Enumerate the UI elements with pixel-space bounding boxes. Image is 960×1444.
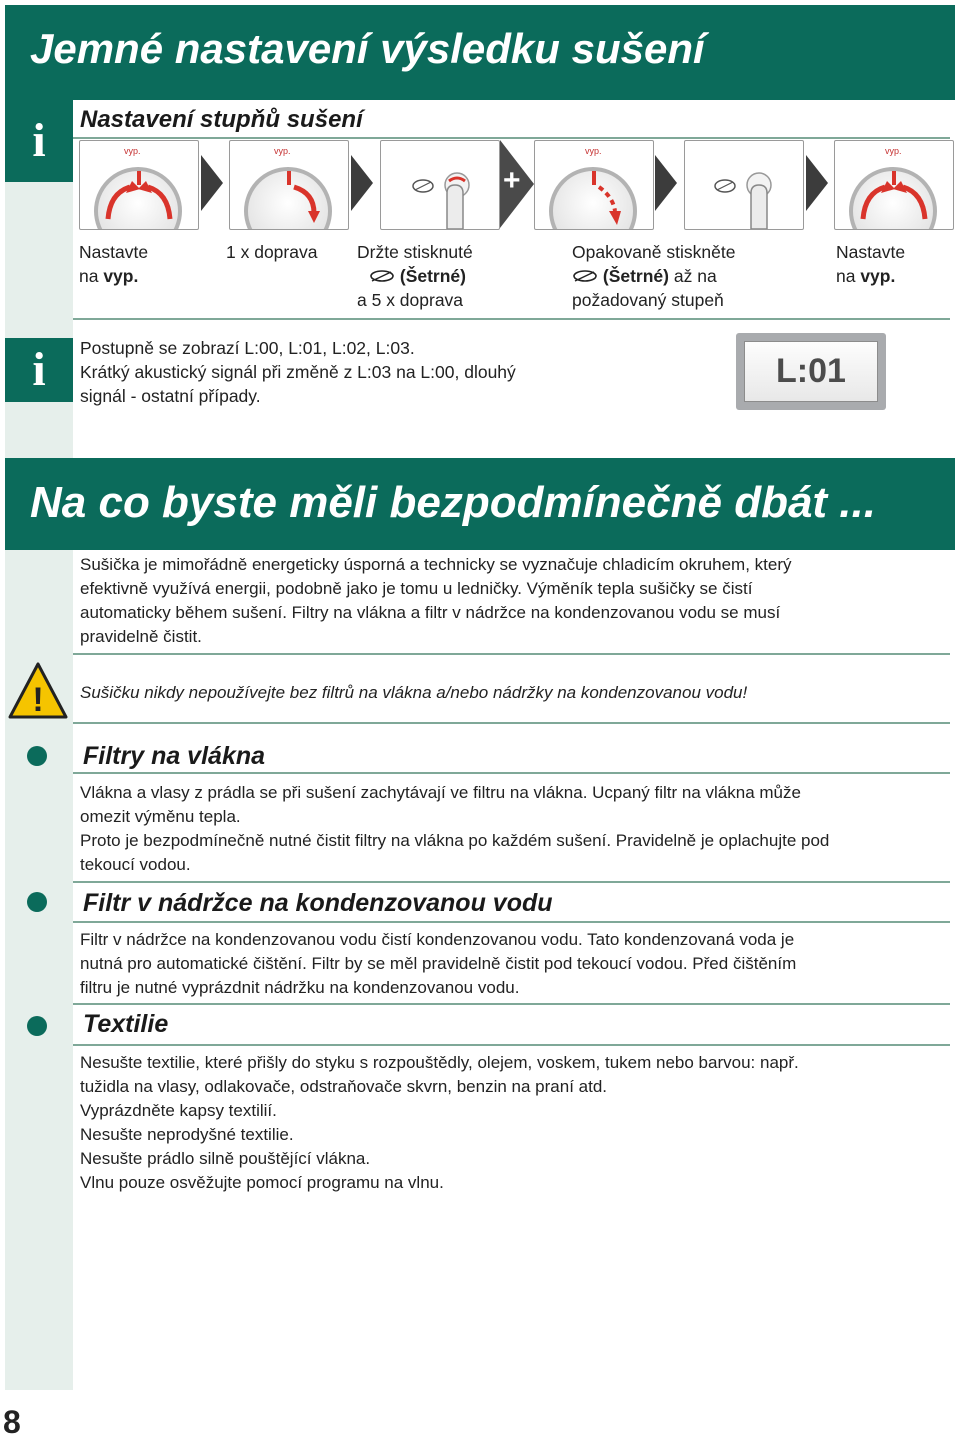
drying-levels-heading: Nastavení stupňů sušení (80, 106, 363, 133)
caption-bold-text: vyp. (103, 266, 139, 286)
bullet-icon (27, 746, 47, 766)
subsection-heading: Filtry na vlákna (83, 742, 266, 770)
title-banner (5, 5, 955, 100)
warning-text: Sušičku nikdy nepoužívejte bez filtrů na vlákna a/nebo nádržky na kondenzovanou vodu! (80, 683, 748, 702)
text-line: efektivně využívá energii, podobně jako je tomu u ledničky. Výměník tepla sušičky se čistí (80, 579, 753, 598)
subsection-heading: Textilie (83, 1010, 169, 1038)
caption-line: Opakovaně stiskněte (572, 242, 736, 262)
subsection-text (80, 781, 829, 877)
section-rule (73, 1003, 950, 1005)
display-screen (736, 333, 886, 410)
text-line: Nesušte neprodyšné textilie. (80, 1125, 294, 1144)
step-caption-5 (836, 240, 905, 288)
subsection-text (80, 928, 796, 1000)
heading-rule (73, 921, 950, 923)
off-label: vyp. (124, 146, 141, 156)
text-line: omezit výměnu tepla. (80, 807, 241, 826)
display-info-text (80, 336, 516, 408)
display-value: L:01 (744, 341, 878, 402)
bullet-icon (27, 1016, 47, 1036)
text-line: Vlnu pouze osvěžujte pomocí programu na vlnu. (80, 1173, 444, 1192)
heading-rule (73, 137, 950, 139)
section-rule (73, 722, 950, 724)
next-step-arrow-icon (655, 155, 677, 211)
subsection-text (80, 1051, 799, 1195)
warning-icon (7, 660, 69, 722)
caption-bold-text: (Šetrné) (602, 266, 669, 286)
text-line: Vyprázdněte kapsy textilií. (80, 1101, 277, 1120)
caption-bold-text: vyp. (860, 266, 896, 286)
text-line: Nesušte prádlo silně pouštějící vlákna. (80, 1149, 371, 1168)
caption-line: požadovaný stupeň (572, 290, 724, 310)
step-panel-2 (229, 140, 349, 230)
caption-line: Nastavte (79, 242, 149, 262)
caption-bold-text: (Šetrné) (399, 266, 466, 286)
intro-paragraph (80, 553, 792, 649)
plus-icon: + (503, 164, 521, 197)
caption-line: Nastavte (836, 242, 906, 262)
caption-text: na (79, 266, 104, 286)
step-panel-3 (380, 140, 500, 230)
next-step-arrow-icon (201, 155, 223, 211)
caption-text: na (836, 266, 861, 286)
text-line: pravidelně čistit. (80, 627, 202, 646)
caption-line (357, 264, 473, 288)
text-line: Vlákna a vlasy z prádla se při sušení zachytávají ve filtru na vlákna. Ucpaný filtr na vlákna může (80, 783, 801, 802)
press-leaf-button-icon (381, 141, 499, 229)
step-caption-1 (79, 240, 148, 288)
heading-rule (73, 772, 950, 774)
caption-line (572, 264, 735, 288)
text-line: Krátký akustický signál při změně z L:03 na L:00, dlouhý (80, 362, 516, 382)
text-line: filtru je nutné vyprázdnit nádržku na kondenzovanou vodu. (80, 978, 520, 997)
step-caption-4 (572, 240, 735, 312)
turn-arrows-icon (835, 141, 953, 229)
off-label: vyp. (585, 146, 602, 156)
turn-arrows-icon (80, 141, 198, 229)
heading-rule (73, 1044, 950, 1046)
left-margin-column (5, 100, 73, 1390)
step-panel-6 (834, 140, 954, 230)
text-line: Filtr v nádržce na kondenzovanou vodu čistí kondenzovanou vodu. Tato kondenzovaná voda je (80, 930, 795, 949)
step-caption-3 (357, 240, 473, 312)
step-panel-5 (684, 140, 804, 230)
caption-line (79, 264, 148, 288)
section-title: Na co byste měli bezpodmínečně dbát ... (30, 478, 876, 527)
gentle-leaf-icon (369, 268, 395, 284)
section-rule (73, 881, 950, 883)
warning-mark: ! (32, 681, 44, 719)
page-number: 8 (3, 1404, 21, 1440)
text-line: tekoucí vodou. (80, 855, 191, 874)
text-line: signál - ostatní případy. (80, 386, 261, 406)
info-icon: i (5, 338, 73, 402)
section-rule (73, 653, 950, 655)
text-line: nutná pro automatické čištění. Filtr by se měl pravidelně čistit pod tekoucí vodou. Před čištěním (80, 954, 797, 973)
info-icon: i (5, 100, 73, 182)
text-line: Proto je bezpodmínečně nutné čistit filtry na vlákna po každém sušení. Pravidelně je oplachujte pod (80, 831, 830, 850)
subsection-heading: Filtr v nádržce na kondenzovanou vodu (83, 889, 553, 917)
off-label: vyp. (274, 146, 291, 156)
text-line: Nesušte textilie, které přišly do styku s rozpouštědly, olejem, voskem, tukem nebo barvou: např. (80, 1053, 799, 1072)
bullet-icon (27, 892, 47, 912)
section-rule (73, 318, 950, 320)
off-label: vyp. (885, 146, 902, 156)
caption-line: 1 x doprava (226, 242, 318, 262)
turn-right-arrow-icon (230, 141, 348, 229)
text-line: automaticky během sušení. Filtry na vlákna a filtr v nádržce na kondenzovanou vodu se musí (80, 603, 781, 622)
press-leaf-button-icon (685, 141, 803, 229)
text-line: Postupně se zobrazí L:00, L:01, L:02, L:03. (80, 338, 415, 358)
page-title: Jemné nastavení výsledku sušení (30, 25, 705, 72)
next-step-arrow-icon (806, 155, 828, 211)
turn-steps-arrow-icon (535, 141, 653, 229)
step-panel-4 (534, 140, 654, 230)
caption-line (836, 264, 905, 288)
caption-text: až na (669, 266, 717, 286)
section-banner (5, 458, 955, 550)
gentle-leaf-icon (572, 268, 598, 284)
next-step-arrow-icon (351, 155, 373, 211)
caption-line: a 5 x doprava (357, 290, 464, 310)
caption-line: Držte stisknuté (357, 242, 473, 262)
text-line: Sušička je mimořádně energeticky úsporná a technicky se vyznačuje chladicím okruhem, který (80, 555, 792, 574)
text-line: tužidla na vlasy, odlakovače, odstraňovače skvrn, benzin na praní atd. (80, 1077, 607, 1096)
step-panel-1 (79, 140, 199, 230)
step-caption-2 (226, 240, 317, 264)
